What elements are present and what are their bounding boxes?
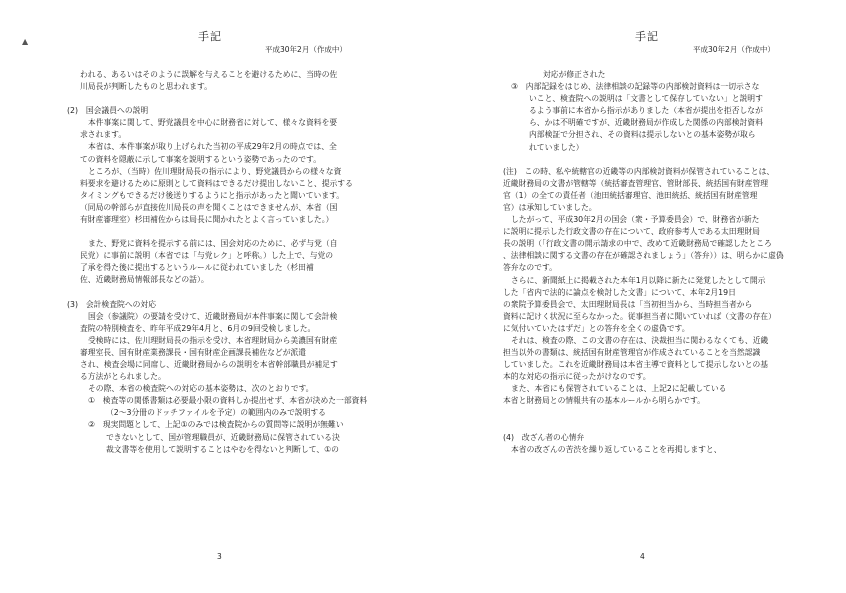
section-heading: (3) 会計検査院への対応 [67,299,157,309]
scan-mark: ▲ [22,37,29,46]
text-line: 本件事案に関して、野党議員を中心に財務省に対して、様々な資料を要 [88,118,338,128]
page-title: 手記 [198,30,222,43]
list-item-cont: るよう事前に本省から指示がありました（本省が提出を拒否しなが [529,106,763,116]
text-line: 民党）に事前に説明（本省では「与党レク」と呼称。）した上で、与党の [80,251,334,261]
list-item-cont: （2〜3分冊のドッチファイルを予定）の範囲内のみで説明する [106,408,326,418]
note-line: の衆院予算委員会で、太田理財局長は「当初担当から、当時担当者から [503,299,753,309]
list-item-cont: できないとして、国が管理職員が、近畿財務局に保管されている決 [106,432,340,442]
note-line: 、法律相談に関する文書の存在が確認されましょう」（答弁））は、明らかに虚偽 [503,251,784,261]
text-line: また、野党に資料を提示する前には、国会対応のために、必ず与党（自 [88,239,338,249]
note-line: に説明に提示した行政文書の存在について、政府参考人である太田理財局 [503,227,760,237]
text-line: 本省の改ざんの苦渋を繰り返していることを再掲しますと、 [511,444,722,454]
note-line: また、本省にも保管されていることは、上記2に記載している [511,384,727,394]
text-line: その際、本省の検査院への対応の基本姿勢は、次のとおりです。 [88,384,314,394]
note-line: 本的な対応の指示に従ったがけなのです。 [503,372,651,382]
note-line: した「省内で法的に論点を検討した文書」について、本年2月19日 [503,287,736,297]
section-heading: (4) 改ざん者の心情弁 [503,432,585,442]
right-page [423,0,846,593]
list-item: ② 現実問題として、上記①のみでは検査院からの質問等に説明が無難い [88,420,344,430]
text-line: 有財産審理室）杉田補佐からは局長に聞かれたとよく言っていました。） [80,215,334,225]
right-body [503,69,833,456]
text-line: タイミングもできるだけ後送りするようにと指示があったと聞いています。 [80,190,345,200]
text-line: 本省は、本件事案が取り上げられた当初の平成29年2月の時点では、全 [88,142,337,152]
text-line: 査院の特別検査を、昨年平成29年4月と、6月の9回受検しました。 [80,323,316,333]
text-line: 受検時には、佐川理財局長の指示を受け、本省理財局から美濃国有財産 [88,335,338,345]
text-line: われる、あるいはそのように誤解を与えることを避けるために、当時の佐 [80,70,338,79]
note-line: 担当以外の書類は、統括国有財産管理官が作成されていることを当然認識 [503,348,761,358]
date-label: 平成30年2月（作成中） [265,45,347,54]
text-line: 料要求を避けるために原則として資料はできるだけ提出しないこと、提示する [80,178,353,188]
note-line: に気付いていたはずだ」との答弁を全くの虚偽です。 [503,323,690,333]
note-line: 官）は承知していました。 [503,202,597,212]
text-line: 佐、近畿財務局情報部長などの話）。 [80,275,209,285]
text-line: 川局長が判断したものと思われます。 [80,82,212,92]
list-item-cont: れていました） [529,142,584,152]
left-body [67,69,396,456]
note-line: 資料に記けく状況に至らなかった。従事担当者に聞いていれば（文書の存在） [503,311,776,321]
note-line: 近畿財務局の文書が管轄等（統括審査管理官、管財部長、統括国有財産管理 [503,178,769,188]
note-line: 長の説明（「行政文書の開示請求の中で、改めて近畿財務局で確認したところ [503,239,772,249]
list-item: ③ 内部記録をはじめ、法律相談の記録等の内部検討資料は一切示さな [511,82,760,92]
text-line: ての資料を隠蔽に示して事案を説明するという姿勢であったのです。 [80,154,321,164]
page-title: 手記 [635,30,659,43]
page-number: 4 [640,552,645,561]
note-line: さらに、新聞紙上に掲載された本年1月以降に新たに発覚したとして開示 [511,275,766,285]
note-line: それは、検査の際、この文書の存在は、決裁担当に関わるなくても、近畿 [511,335,769,345]
list-item-cont: 内部検証で分担され、その資料は提示しないとの基本姿勢が取ら [529,130,756,140]
note-line: 答弁なのです。 [503,263,557,273]
note-line: 本省と財務局との情報共有の基本ルールから明らかです。 [503,396,705,406]
text-line: され、検査会場に同席し、近畿財務局からの説明を本省幹部職員が補足す [80,359,338,369]
section-heading: (2) 国会議員への説明 [67,106,149,116]
list-item: ① 検査等の関係書類は必要最小限の資料しか提出せず、本省が決めた一部資料 [88,396,368,406]
page-number: 3 [217,552,222,561]
list-item-cont: いこと、検査院への説明は「文書として保存していない」と説明す [529,94,763,104]
list-item-cont: ら、かは不明確ですが、近畿財務局が作成した関係の内部検討資料 [529,118,763,128]
text-line: 国会（参議院）の要請を受けて、近畿財務局が本件事案に関して会計検 [88,311,338,321]
text-line: 対応が修正された [543,70,606,79]
text-line: る方法がとられました。 [80,372,166,382]
text-line: 了承を得た後に提出するというルールに従われていました（杉田補 [80,263,314,273]
text-line: 審理室長、国有財産業務課長・国有財産企画課長補佐などが派遣 [80,347,307,357]
list-item-cont: 裁文書等を使用して説明することはやむを得ないと判断して、①の [106,444,339,454]
text-line: ところが、（当時）佐川理財局長の指示により、野党議員からの様々な資 [88,166,342,176]
note-line: 官（1）の全ての責任者（池田統括審理官、池田統括、統括国有財産管理 [503,190,758,200]
note-line: していました。これを近畿財務局は本省主導で資料として提示しないとの基 [503,360,769,370]
text-line: （同局の幹部らが直接佐川局長の声を聞くことはできませんが、本省（国 [80,202,338,212]
date-label: 平成30年2月（作成中） [693,45,775,54]
note-line: (注) この時、私や統轄官の近畿等の内部検討資料が保管されていることは、 [503,166,775,176]
note-line: したがって、平成30年2月の国会（衆・予算委員会）で、財務省が新た [511,215,760,225]
text-line: 求されます。 [80,130,127,140]
